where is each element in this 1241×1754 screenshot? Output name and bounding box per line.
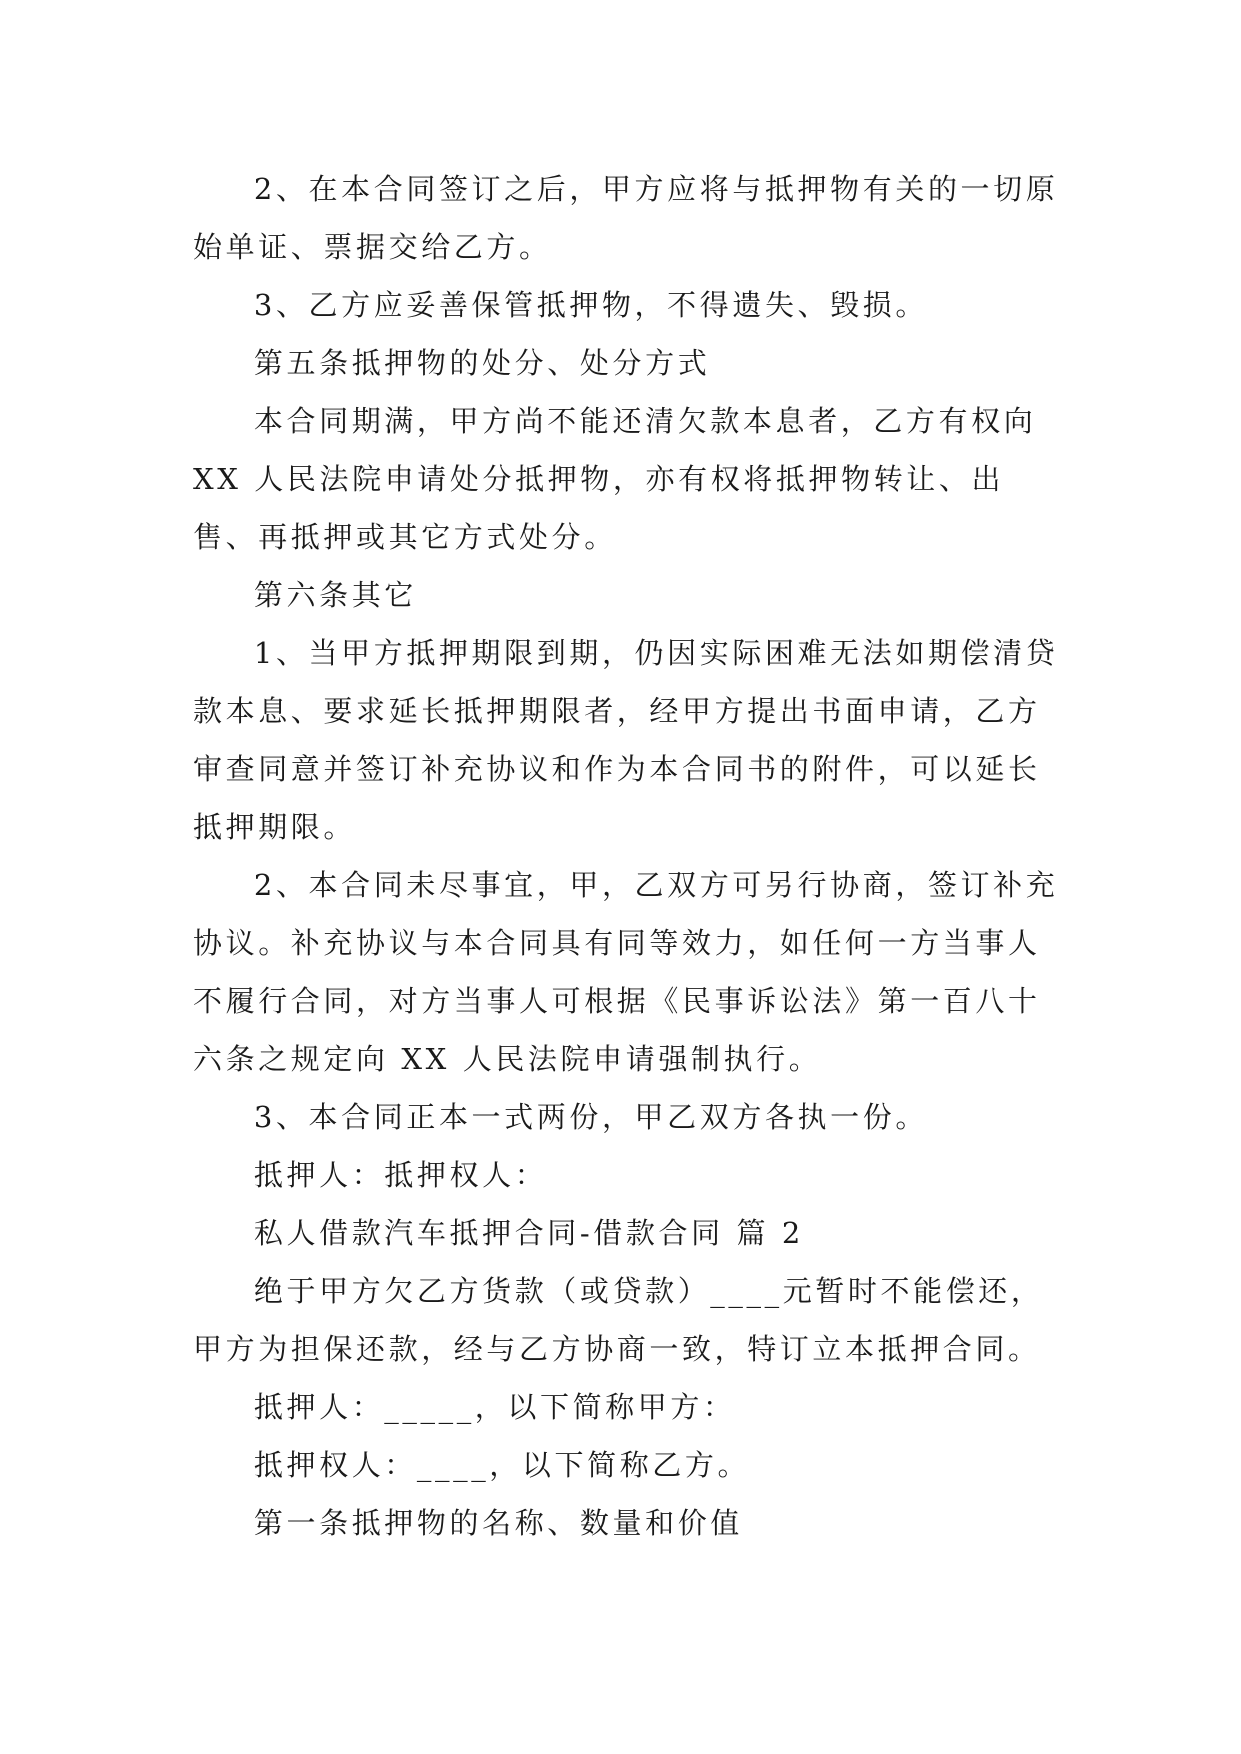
paragraph-clause-4-2: 2、在本合同签订之后，甲方应将与抵押物有关的一切原始单证、票据交给乙方。 bbox=[193, 172, 1059, 264]
signature-line: 抵押人：抵押权人： bbox=[253, 1158, 548, 1192]
paragraph-article-5-body: 本合同期满，甲方尚不能还清欠款本息者，乙方有权向 XX 人民法院申请处分抵押物，亦有权将抵押物转让、出售、再抵押或其它方式处分。 bbox=[193, 404, 1037, 554]
document-body bbox=[193, 160, 1063, 1552]
paragraph-clause-6-1: 1、当甲方抵押期限到期，仍因实际困难无法如期偿清贷款本息、要求延长抵押期限者，经甲方提出书面申请，乙方审查同意并签订补充协议和作为本合同书的附件，可以延长抵押期限。 bbox=[193, 636, 1059, 844]
heading-article-5: 第五条抵押物的处分、处分方式 bbox=[253, 346, 711, 380]
paragraph-mortgagor: 抵押人：_____，以下简称甲方： bbox=[253, 1390, 736, 1424]
paragraph-clause-6-2: 2、本合同未尽事宜，甲，乙双方可另行协商，签订补充协议。补充协议与本合同具有同等效力，如任何一方当事人不履行合同，对方当事人可根据《民事诉讼法》第一百八十六条之规定向 XX 人民法院申请强制执行。 bbox=[193, 868, 1059, 1076]
paragraph-contract-2-preamble: 绝于甲方欠乙方货款（或贷款）____元暂时不能偿还，甲方为担保还款，经与乙方协商一致，特订立本抵押合同。 bbox=[193, 1274, 1044, 1366]
heading-article-1: 第一条抵押物的名称、数量和价值 bbox=[253, 1506, 743, 1540]
heading-contract-2: 私人借款汽车抵押合同-借款合同 篇 2 bbox=[253, 1216, 804, 1250]
heading-article-6: 第六条其它 bbox=[253, 578, 417, 612]
paragraph-clause-4-3: 3、乙方应妥善保管抵押物，不得遗失、毁损。 bbox=[253, 288, 928, 322]
paragraph-mortgagee: 抵押权人：____，以下简称乙方。 bbox=[253, 1448, 751, 1482]
paragraph-clause-6-3: 3、本合同正本一式两份，甲乙双方各执一份。 bbox=[253, 1100, 928, 1134]
